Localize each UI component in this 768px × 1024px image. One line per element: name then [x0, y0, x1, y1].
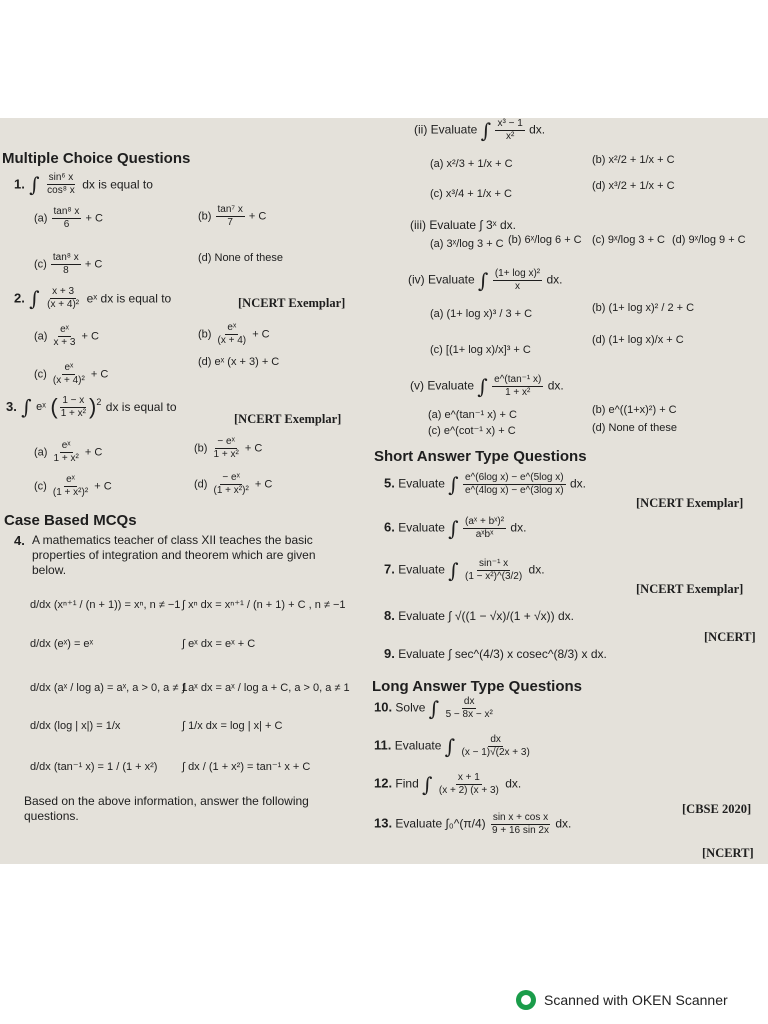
integral-sign: ∫ [21, 395, 32, 419]
sub-denominator: x [514, 281, 520, 292]
q5 [384, 472, 586, 497]
right-paren: ) [88, 394, 97, 419]
formula-5-left: d/dx (tan⁻¹ x) = 1 / (1 + x²) [30, 761, 158, 773]
q5-tag: [NCERT Exemplar] [636, 496, 744, 510]
option-numerator: eˣ [66, 474, 75, 485]
q2-text: eˣ dx is equal to [86, 291, 172, 306]
q10 [374, 696, 496, 721]
q8-tag: [NCERT] [704, 630, 756, 644]
q7-tag: [NCERT Exemplar] [636, 582, 744, 596]
q1-option-a [34, 206, 103, 231]
q1 [14, 172, 153, 197]
q11 [374, 734, 533, 759]
q4-closing: Based on the above information, answer the following questions. [24, 794, 309, 823]
q5-tail: dx. [569, 476, 586, 491]
q11-numerator: dx [490, 734, 501, 745]
formula-4-right: ∫ 1/x dx = log | x| + C [182, 720, 283, 732]
option-tail: + C [85, 212, 103, 225]
sub-v [410, 374, 564, 399]
formula-2-left: d/dx (eˣ) = eˣ [30, 638, 94, 650]
sub-ii-option-d: (d) x³/2 + 1/x + C [592, 180, 675, 192]
q5-numerator: e^(6log x) − e^(5log x) [465, 472, 564, 483]
sub-numerator: x³ − 1 [497, 118, 523, 129]
option-label: (c) [34, 480, 47, 493]
option-numerator: tan⁸ x [53, 206, 80, 217]
option-tail: + C [254, 478, 273, 491]
q8-expression: ∫ √((1 − √x)/(1 + √x)) dx. [448, 609, 574, 623]
option-label: (c) [34, 368, 47, 381]
q13-numerator: sin x + cos x [492, 812, 549, 823]
option-label: (a) [34, 446, 48, 459]
q12-denominator: (x + 2) (x + 3) [438, 785, 499, 796]
sub-ii-option-a: (a) x²/3 + 1/x + C [430, 158, 513, 170]
q9-label: Evaluate [398, 647, 445, 661]
q13-tail: dx. [555, 816, 572, 831]
option-denominator: x + 3 [53, 337, 76, 348]
option-denominator: 8 [63, 265, 69, 276]
q1-denominator: cos⁸ x [47, 185, 75, 196]
q7-label: Evaluate [398, 562, 445, 577]
option-label: (a) [34, 212, 48, 225]
top-margin [0, 0, 768, 118]
q13-limits: ∫₀^(π/4) [445, 816, 486, 831]
q3-tag: [NCERT Exemplar] [234, 412, 342, 426]
q9 [384, 646, 607, 661]
q4-number: 4. [14, 533, 25, 548]
q9-number: 9. [384, 646, 395, 661]
option-label: (a) [34, 330, 48, 343]
q7-numerator: sin⁻¹ x [479, 558, 509, 569]
sub-denominator: x² [505, 131, 515, 142]
q13 [374, 812, 571, 837]
q13-label: Evaluate [395, 816, 443, 831]
integral-sign: ∫ [478, 268, 489, 293]
option-numerator: tan⁸ x [52, 252, 79, 263]
integral-sign: ∫ [422, 772, 433, 797]
q6 [384, 516, 526, 541]
option-tail: + C [244, 442, 263, 455]
formula-4-left: d/dx (log | x|) = 1/x [30, 720, 121, 732]
q1-text: dx is equal to [82, 177, 153, 192]
q3-option-b [194, 436, 262, 461]
option-tail: + C [248, 210, 267, 223]
sub-label: (ii) Evaluate [414, 122, 478, 137]
q8-number: 8. [384, 608, 395, 623]
sub-iv-option-c: (c) [(1+ log x)/x]³ + C [430, 344, 531, 356]
q3-option-a [34, 440, 102, 465]
option-numerator: − eˣ [222, 472, 240, 483]
q2-tag: [NCERT Exemplar] [238, 296, 346, 310]
q9-expression: ∫ sec^(4/3) x cosec^(8/3) x dx. [448, 647, 607, 661]
option-denominator: 6 [63, 219, 70, 230]
option-tail: + C [84, 258, 103, 271]
sub-v-option-d: (d) None of these [592, 422, 677, 434]
sub-iv-option-b: (b) (1+ log x)² / 2 + C [592, 302, 695, 314]
q2 [14, 286, 171, 311]
integral-sign: ∫ [29, 172, 40, 197]
q6-denominator: aˣbˣ [475, 529, 494, 540]
option-tail: + C [84, 446, 103, 459]
option-label: (b) [198, 210, 212, 223]
sub-ii-option-c: (c) x³/4 + 1/x + C [430, 188, 512, 200]
q2-option-b [198, 322, 270, 347]
sub-ii-option-b: (b) x²/2 + 1/x + C [592, 154, 675, 166]
q3-expression: eˣ [36, 401, 46, 413]
sub-v-option-a: (a) e^(tan⁻¹ x) + C [428, 409, 517, 421]
book-page [0, 118, 768, 864]
q2-option-a [34, 324, 99, 349]
option-tail: + C [81, 330, 99, 343]
integral-sign: ∫ [448, 516, 459, 541]
q12-tail: dx. [505, 776, 522, 791]
sub-numerator: (1+ log x)² [494, 268, 541, 279]
case-heading: Case Based MCQs [4, 512, 137, 529]
sub-expression: ∫ 3ˣ dx. [479, 218, 516, 232]
q3-text: dx is equal to [105, 400, 177, 415]
q3-inner-denominator: 1 + x² [60, 407, 86, 419]
q5-number: 5. [384, 475, 395, 491]
sub-denominator: 1 + x² [505, 387, 531, 398]
integral-sign: ∫ [477, 374, 488, 399]
option-numerator: tan⁷ x [217, 204, 243, 215]
q12-number: 12. [374, 775, 393, 791]
q1-option-d: (d) None of these [198, 252, 283, 264]
q3-option-c [34, 474, 112, 499]
q1-option-c [34, 252, 102, 277]
q2-option-d: (d) eˣ (x + 3) + C [198, 356, 280, 368]
mcq-heading: Multiple Choice Questions [2, 150, 191, 167]
sub-numerator: e^(tan⁻¹ x) [494, 374, 542, 385]
option-tail: + C [94, 480, 112, 493]
sub-ii [414, 118, 545, 143]
q6-number: 6. [384, 519, 395, 535]
q5-label: Evaluate [398, 476, 445, 491]
option-denominator: (x + 4)² [52, 375, 85, 386]
q3-number: 3. [6, 399, 17, 415]
q7-denominator: (1 − x²)^(3/2) [465, 571, 523, 582]
sub-iii-option-d: (d) 9ˣ/log 9 + C [672, 234, 746, 246]
sub-tail: dx. [529, 122, 546, 137]
q12-label: Find [395, 776, 419, 791]
integral-sign: ∫ [444, 734, 456, 759]
sub-label: (v) Evaluate [410, 378, 475, 393]
option-denominator: 7 [227, 217, 233, 228]
sub-iv [408, 268, 562, 293]
integral-sign: ∫ [448, 558, 459, 583]
q10-numerator: dx [463, 696, 475, 707]
short-answer-heading: Short Answer Type Questions [374, 448, 587, 465]
sub-iii [410, 218, 516, 232]
option-label: (b) [194, 442, 208, 455]
q1-option-b [198, 204, 266, 229]
q12 [374, 772, 521, 797]
q3 [6, 394, 177, 420]
q6-tail: dx. [510, 520, 527, 535]
sub-label: (iv) Evaluate [408, 272, 475, 287]
sub-iii-option-a: (a) 3ˣ/log 3 + C [430, 238, 504, 250]
oken-logo-icon [516, 990, 536, 1010]
q6-label: Evaluate [398, 520, 445, 535]
q8-label: Evaluate [398, 609, 445, 623]
sub-iv-option-a: (a) (1+ log x)³ / 3 + C [430, 308, 533, 320]
q3-inner-numerator: 1 − x [62, 394, 85, 406]
q3-power: 2 [96, 396, 102, 407]
sub-tail: dx. [547, 378, 564, 393]
sub-v-option-c: (c) e^(cot⁻¹ x) + C [428, 425, 516, 437]
q13-number: 13. [374, 815, 393, 831]
option-numerator: eˣ [61, 440, 71, 451]
q2-numerator: x + 3 [52, 286, 75, 297]
q10-label: Solve [395, 700, 426, 715]
formula-5-right: ∫ dx / (1 + x²) = tan⁻¹ x + C [182, 761, 311, 773]
option-numerator: eˣ [64, 362, 74, 373]
q7-number: 7. [384, 561, 395, 577]
q11-denominator: (x − 1)√(2x + 3) [461, 747, 530, 758]
q11-label: Evaluate [394, 738, 442, 753]
option-tail: + C [252, 328, 270, 341]
integral-sign: ∫ [29, 286, 40, 311]
formula-2-right: ∫ eˣ dx = eˣ + C [182, 638, 256, 650]
option-denominator: 1 + x² [53, 453, 79, 464]
integral-sign: ∫ [480, 118, 492, 143]
option-numerator: − eˣ [217, 436, 235, 447]
option-label: (b) [198, 328, 212, 341]
q2-denominator: (x + 4)² [47, 299, 80, 310]
q12-tag: [CBSE 2020] [682, 802, 752, 816]
q4-text: A mathematics teacher of class XII teaches the basic properties of integration and theorem which are given below. [32, 533, 316, 577]
q6-numerator: (aˣ + bˣ)² [465, 516, 505, 527]
q8 [384, 608, 574, 623]
formula-3-right: ∫ aˣ dx = aˣ / log a + C, a > 0, a ≠ 1 [182, 682, 350, 694]
q13-tag: [NCERT] [702, 846, 754, 860]
option-tail: + C [90, 368, 109, 381]
q2-number: 2. [14, 290, 25, 306]
sub-iii-option-c: (c) 9ˣ/log 3 + C [592, 234, 665, 246]
q7-tail: dx. [528, 562, 545, 577]
q3-option-d [194, 472, 272, 497]
q11-number: 11. [374, 737, 392, 753]
option-label: (d) [194, 478, 208, 491]
formula-1-right: ∫ xⁿ dx = xⁿ⁺¹ / (n + 1) + C , n ≠ −1 [182, 599, 346, 611]
integral-sign: ∫ [428, 696, 440, 721]
left-paren: ( [50, 394, 58, 419]
q7 [384, 558, 545, 583]
scanner-watermark [516, 990, 728, 1010]
q2-option-c [34, 362, 108, 387]
q10-denominator: 5 − 8x − x² [445, 709, 493, 720]
long-answer-heading: Long Answer Type Questions [372, 678, 583, 695]
option-label: (c) [34, 258, 47, 271]
q13-denominator: 9 + 16 sin 2x [492, 825, 549, 836]
option-denominator: (1 + x²)² [52, 487, 89, 498]
formula-1-left: d/dx (xⁿ⁺¹ / (n + 1)) = xⁿ, n ≠ −1 [30, 599, 181, 611]
sub-iv-option-d: (d) (1+ log x)/x + C [592, 334, 684, 346]
option-numerator: eˣ [60, 324, 69, 335]
q12-numerator: x + 1 [457, 772, 480, 783]
formula-3-left: d/dx (aˣ / log a) = aˣ, a > 0, a ≠ 1 [30, 682, 188, 694]
watermark-text: Scanned with OKEN Scanner [544, 992, 728, 1008]
q10-number: 10. [374, 699, 393, 715]
sub-tail: dx. [546, 272, 563, 287]
option-denominator: (1 + x²)² [213, 485, 249, 496]
option-numerator: eˣ [227, 322, 237, 333]
sub-label: (iii) Evaluate [410, 218, 477, 232]
sub-v-option-b: (b) e^((1+x)²) + C [592, 404, 677, 416]
q5-denominator: e^(4log x) − e^(3log x) [465, 485, 564, 496]
option-denominator: 1 + x² [213, 449, 239, 460]
option-denominator: (x + 4) [217, 335, 247, 346]
integral-sign: ∫ [448, 472, 459, 497]
sub-iii-option-b: (b) 6ˣ/log 6 + C [508, 234, 582, 246]
q1-numerator: sin⁶ x [48, 172, 74, 183]
q1-number: 1. [14, 176, 25, 192]
